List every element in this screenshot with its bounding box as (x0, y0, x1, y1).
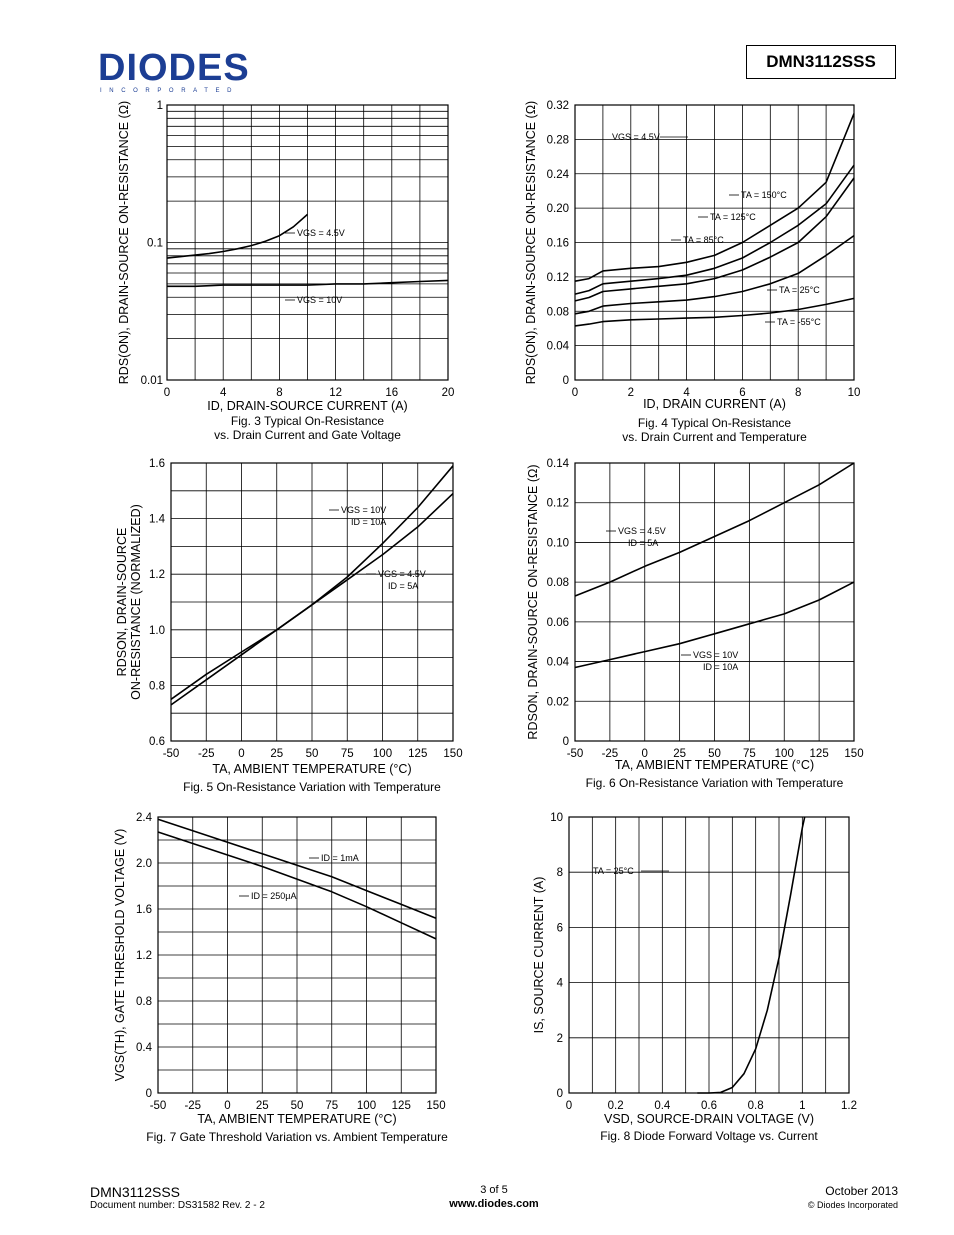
fig4-series-label: TA = 25°C (779, 285, 820, 295)
fig4-series-label: TA = 85°C (683, 235, 724, 245)
fig4-xtick-label: 6 (739, 387, 746, 399)
fig4-xtick-label: 0 (571, 387, 579, 399)
fig6-xtick-label: -25 (601, 748, 619, 760)
fig5-series-label: ID = 5A (388, 581, 419, 591)
footer-website[interactable]: www.diodes.com (449, 1198, 539, 1210)
fig8-ytick-label: 4 (556, 977, 563, 990)
fig8-ytick-label: 10 (550, 812, 563, 824)
fig8-xtick-label: 0 (565, 1100, 573, 1112)
logo-wordmark: DIODES (98, 47, 250, 89)
fig6-ylabel: RDSON, DRAIN-SOURCE ON-RESISTANCE (Ω) (526, 464, 540, 740)
fig6-series-label: ID = 5A (628, 538, 659, 548)
fig5-ytick-label: 1.4 (149, 513, 165, 526)
footer-doc-number: Document number: DS31582 Rev. 2 - 2 (90, 1200, 265, 1211)
fig5-xtick-label: 50 (305, 748, 319, 760)
fig5-grid (171, 463, 453, 741)
fig3-ytick-label: 0.01 (140, 375, 163, 387)
fig4-xtick-label: 2 (627, 387, 635, 399)
fig7-xtick-label: 100 (356, 1100, 377, 1112)
fig5-xtick-label: 125 (408, 748, 428, 760)
fig4-ytick-label: 0 (562, 375, 569, 387)
fig8-ytick-label: 6 (556, 922, 563, 935)
fig3-caption: Fig. 3 Typical On-Resistance (230, 414, 385, 428)
fig4-ylabel: RDS(ON), DRAIN-SOURCE ON-RESISTANCE (Ω) (524, 100, 538, 385)
fig8-xlabel: VSD, SOURCE-DRAIN VOLTAGE (V) (604, 1112, 814, 1126)
fig3-xtick-label: 20 (441, 387, 455, 399)
fig7-ytick-label: 0 (145, 1088, 152, 1100)
fig7-chart (113, 812, 448, 1144)
fig4-xtick-label: 8 (794, 387, 802, 399)
fig4-xlabel: ID, DRAIN CURRENT (A) (643, 397, 786, 411)
fig6-ytick-label: 0.04 (546, 656, 569, 669)
fig6-ytick-label: 0.14 (546, 458, 569, 470)
fig8-xtick-label: 0.4 (654, 1100, 671, 1112)
fig5-series-label: VGS = 10V (341, 505, 387, 515)
fig7-xlabel: TA, AMBIENT TEMPERATURE (°C) (197, 1112, 397, 1126)
fig5-ytick-label: 1.2 (149, 569, 165, 582)
fig3-ytick-label: 1 (156, 100, 163, 112)
fig6-ytick-label: 0.12 (546, 497, 569, 510)
fig3-chart (117, 100, 454, 442)
fig3-xtick-label: 0 (163, 387, 171, 399)
fig8-annotation: TA = 25°C (593, 866, 634, 876)
fig8-chart (532, 812, 857, 1143)
fig5-xtick-label: 25 (270, 748, 284, 760)
fig6-xtick-label: 125 (809, 748, 829, 760)
fig6-xtick-label: 100 (774, 748, 794, 760)
fig5-xtick-label: 150 (443, 748, 463, 760)
fig5-series-label: ID = 10A (351, 517, 387, 527)
fig5-ylabel: RDSON, DRAIN-SOURCE (115, 527, 129, 677)
fig5-ytick-label: 1.6 (149, 458, 165, 470)
fig4-ytick-label: 0.04 (546, 340, 569, 353)
fig4-caption: Fig. 4 Typical On-Resistance (637, 416, 792, 430)
footer-page: 3 of 5 (480, 1184, 508, 1196)
fig7-xtick-label: -50 (149, 1100, 167, 1112)
fig6-ytick-label: 0.10 (546, 537, 569, 550)
fig6-xtick-label: 150 (844, 748, 864, 760)
fig5-xtick-label: 0 (238, 748, 245, 760)
fig5-xtick-label: 75 (340, 748, 354, 760)
fig3-caption: vs. Drain Current and Gate Voltage (214, 428, 401, 442)
fig6-series-label: VGS = 10V (693, 650, 739, 660)
fig7-xtick-label: -25 (184, 1100, 202, 1112)
fig6-series-label: ID = 10A (703, 662, 739, 672)
fig7-series-label: ID = 1mA (321, 853, 359, 863)
fig5-xlabel: TA, AMBIENT TEMPERATURE (°C) (212, 762, 412, 776)
fig3-xtick-label: 12 (329, 387, 342, 399)
fig6-ytick-label: 0.06 (546, 616, 569, 629)
fig4-ytick-label: 0.24 (546, 168, 569, 181)
fig5-series-label: VGS = 4.5V (378, 569, 426, 579)
fig4-chart (524, 100, 860, 444)
fig8-caption: Fig. 8 Diode Forward Voltage vs. Current (600, 1129, 818, 1143)
logo-subtitle: INCORPORATED (100, 88, 240, 94)
fig6-xlabel: TA, AMBIENT TEMPERATURE (°C) (614, 758, 815, 772)
fig3-xtick-label: 8 (276, 387, 283, 399)
fig5-xtick-label: 100 (372, 748, 393, 760)
fig8-ytick-label: 0 (556, 1088, 563, 1100)
footer-copyright: © Diodes Incorporated (807, 1200, 898, 1210)
fig7-xtick-label: 125 (391, 1100, 411, 1112)
fig6-ytick-label: 0 (562, 736, 569, 748)
fig7-xtick-label: 0 (224, 1100, 231, 1112)
fig6-chart (526, 458, 864, 790)
fig8-ytick-label: 8 (556, 867, 563, 880)
fig4-ytick-label: 0.32 (546, 100, 569, 112)
fig5-xtick-label: -25 (197, 748, 215, 760)
fig4-ytick-label: 0.12 (546, 271, 569, 284)
fig4-series-label: TA = 125°C (710, 212, 756, 222)
fig6-series-label: VGS = 4.5V (618, 526, 666, 536)
fig4-ytick-label: 0.20 (546, 203, 569, 216)
footer-date: October 2013 (825, 1184, 898, 1198)
fig3-series-line (167, 214, 308, 258)
fig5-caption: Fig. 5 On-Resistance Variation with Temperature (183, 780, 441, 794)
fig7-ytick-label: 2.4 (136, 812, 152, 824)
fig6-ytick-label: 0.08 (546, 577, 569, 590)
fig8-xtick-label: 0.2 (607, 1100, 624, 1112)
fig5-ytick-label: 0.8 (149, 680, 165, 693)
fig7-ytick-label: 1.6 (136, 904, 152, 916)
fig6-xtick-label: 50 (708, 748, 721, 760)
fig7-xtick-label: 25 (255, 1100, 269, 1112)
fig3-xtick-label: 4 (219, 387, 227, 399)
fig4-xtick-label: 4 (683, 387, 690, 399)
fig8-ylabel: IS, SOURCE CURRENT (A) (532, 876, 546, 1034)
fig6-xtick-label: -50 (566, 748, 584, 760)
fig5-xtick-label: -50 (162, 748, 180, 760)
fig6-xtick-label: 0 (641, 748, 648, 760)
fig5-ytick-label: 1.0 (149, 624, 165, 637)
fig8-xtick-label: 1 (799, 1100, 806, 1112)
fig5-ylabel: ON-RESISTANCE (NORMALIZED) (129, 504, 143, 700)
fig7-xtick-label: 75 (325, 1100, 339, 1112)
fig4-ytick-label: 0.28 (546, 134, 569, 147)
fig7-ylabel: VGS(TH), GATE THRESHOLD VOLTAGE (V) (113, 828, 127, 1082)
fig3-series-label: VGS = 10V (297, 295, 343, 305)
fig8-xtick-label: 1.2 (841, 1100, 857, 1112)
fig5-chart (115, 458, 463, 794)
fig8-xtick-label: 0.6 (701, 1100, 717, 1112)
fig8-xtick-label: 0.8 (747, 1100, 764, 1112)
fig7-grid (158, 817, 436, 1093)
fig4-xtick-label: 10 (847, 387, 861, 399)
fig8-series-line (697, 817, 804, 1093)
fig7-xtick-label: 50 (290, 1100, 304, 1112)
fig6-caption: Fig. 6 On-Resistance Variation with Temperature (585, 776, 844, 790)
fig8-ytick-label: 2 (556, 1032, 563, 1045)
footer-part-number: DMN3112SSS (90, 1184, 181, 1200)
fig3-series-label: VGS = 4.5V (297, 228, 345, 238)
fig7-caption: Fig. 7 Gate Threshold Variation vs. Ambient Temperature (146, 1130, 448, 1144)
fig6-xtick-label: 25 (673, 748, 687, 760)
fig6-ytick-label: 0.02 (546, 696, 569, 709)
fig3-ytick-label: 0.1 (147, 237, 163, 250)
fig4-ytick-label: 0.08 (546, 306, 569, 319)
fig7-xtick-label: 150 (426, 1100, 446, 1112)
fig4-series-label: TA = 150°C (741, 190, 787, 200)
fig7-ytick-label: 0.8 (136, 996, 152, 1008)
fig4-annotation: VGS = 4.5V (612, 132, 660, 142)
fig6-xtick-label: 75 (742, 748, 756, 760)
fig8-grid (569, 817, 849, 1093)
fig3-xlabel: ID, DRAIN-SOURCE CURRENT (A) (207, 399, 408, 413)
fig4-caption: vs. Drain Current and Temperature (622, 430, 807, 444)
part-number-box: DMN3112SSS (746, 45, 896, 79)
fig5-ytick-label: 0.6 (149, 736, 165, 748)
fig7-ytick-label: 0.4 (136, 1042, 152, 1054)
fig3-xtick-label: 16 (385, 387, 399, 399)
fig7-ytick-label: 2.0 (136, 858, 152, 870)
fig7-series-label: ID = 250μA (251, 891, 297, 901)
fig7-ytick-label: 1.2 (136, 950, 152, 962)
fig3-grid (167, 105, 448, 380)
fig4-ytick-label: 0.16 (546, 237, 569, 250)
fig4-series-label: TA = -55°C (777, 317, 821, 327)
fig3-ylabel: RDS(ON), DRAIN-SOURCE ON-RESISTANCE (Ω) (117, 100, 131, 385)
